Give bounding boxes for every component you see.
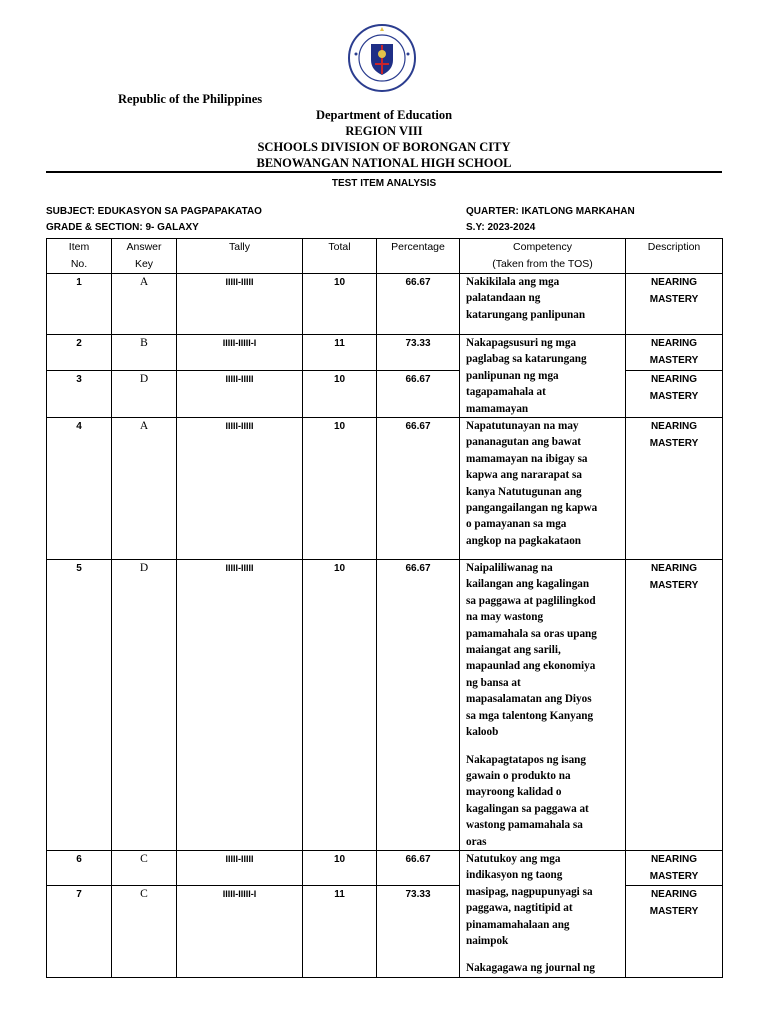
total: 10 <box>303 274 377 335</box>
description: NEARING MASTERY <box>626 274 723 335</box>
answer-key: A <box>112 274 177 335</box>
table-row <box>47 335 723 371</box>
percentage: 73.33 <box>377 335 460 371</box>
percentage: 73.33 <box>377 885 460 977</box>
header-total: Total <box>303 239 377 274</box>
header-competency: Competency (Taken from the TOS) <box>460 239 626 274</box>
item-analysis-table <box>46 238 723 978</box>
item-number: 3 <box>47 371 112 418</box>
description: NEARING MASTERY <box>626 885 723 977</box>
department-heading: Department of Education <box>315 108 453 122</box>
answer-key: C <box>112 850 177 885</box>
item-number: 4 <box>47 418 112 560</box>
answer-key: A <box>112 418 177 560</box>
header-tally: Tally <box>177 239 303 274</box>
region-heading: REGION VIII <box>345 124 423 138</box>
tally: IIIII-IIIII <box>177 850 303 885</box>
tally: IIIII-IIIII <box>177 274 303 335</box>
answer-key: C <box>112 885 177 977</box>
total: 11 <box>303 885 377 977</box>
competency: Napatutunayan na may pananagutan ang bawat mamamayan na ibigay sa kapwa ang nararapat sa kanya Natutugunan ang pangangailangan ng kapwa o pamayanan sa mga angkop na pagkakataon <box>460 418 626 560</box>
total: 10 <box>303 850 377 885</box>
percentage: 66.67 <box>377 274 460 335</box>
tally: IIIII-IIIII-I <box>177 335 303 371</box>
item-number: 1 <box>47 274 112 335</box>
division-heading: SCHOOLS DIVISION OF BORONGAN CITY <box>257 140 511 154</box>
subject-label: SUBJECT: EDUKASYON SA PAGPAPAKATAO <box>46 206 262 217</box>
answer-key: D <box>112 371 177 418</box>
description: NEARING MASTERY <box>626 335 723 371</box>
percentage: 66.67 <box>377 418 460 560</box>
table-header-row <box>47 239 723 274</box>
description: NEARING MASTERY <box>626 850 723 885</box>
tally: IIIII-IIIII-I <box>177 885 303 977</box>
header-rule <box>46 171 722 173</box>
description: NEARING MASTERY <box>626 371 723 418</box>
table-row <box>47 418 723 560</box>
description: NEARING MASTERY <box>626 418 723 560</box>
competency: Nakikilala ang mga palatandaan ng katarungang panlipunan <box>460 274 626 335</box>
school-heading: BENOWANGAN NATIONAL HIGH SCHOOL <box>256 156 512 170</box>
quarter-label: QUARTER: IKATLONG MARKAHAN <box>466 206 635 217</box>
item-number: 5 <box>47 560 112 851</box>
competency: Natutukoy ang mga indikasyon ng taong masipag, nagpupunyagi sa paggawa, nagtitipid at pinamamahalaan ang naimpok Nakagagawa ng journal ng <box>460 850 626 977</box>
competency: Nakapagsusuri ng mga paglabag sa katarungang panlipunan ng mga tagapamahala at mamamayan <box>460 335 626 418</box>
percentage: 66.67 <box>377 371 460 418</box>
total: 10 <box>303 560 377 851</box>
header-item-no: Item No. <box>47 239 112 274</box>
grade-section-label: GRADE & SECTION: 9- GALAXY <box>46 222 199 233</box>
item-number: 6 <box>47 850 112 885</box>
document-title: TEST ITEM ANALYSIS <box>331 178 437 189</box>
table-row <box>47 560 723 851</box>
answer-key: D <box>112 560 177 851</box>
tally: IIIII-IIIII <box>177 560 303 851</box>
school-year-label: S.Y: 2023-2024 <box>466 222 536 233</box>
table-row <box>47 850 723 885</box>
header-percentage: Percentage <box>377 239 460 274</box>
tally: IIIII-IIIII <box>177 371 303 418</box>
header-answer-key: Answer Key <box>112 239 177 274</box>
percentage: 66.67 <box>377 560 460 851</box>
percentage: 66.67 <box>377 850 460 885</box>
header-description: Description <box>626 239 723 274</box>
total: 10 <box>303 371 377 418</box>
answer-key: B <box>112 335 177 371</box>
competency: Naipaliliwanag na kailangan ang kagalingan sa paggawa at paglilingkod na may wastong pamamahala sa oras upang maiangat ang sarili, mapaunlad ang ekonomiya ng bansa at mapasalamatan ang Diyos sa mga talentong Kanyang kaloob Nakapagtatapos ng isang gawain o produkto na mayroong kalidad o kagalingan sa paggawa at wastong pamamahala sa oras <box>460 560 626 851</box>
republic-heading: Republic of the Philippines <box>118 92 263 106</box>
table-row <box>47 274 723 335</box>
deped-seal <box>344 24 420 92</box>
tally: IIIII-IIIII <box>177 418 303 560</box>
total: 10 <box>303 418 377 560</box>
description: NEARING MASTERY <box>626 560 723 851</box>
total: 11 <box>303 335 377 371</box>
item-number: 7 <box>47 885 112 977</box>
item-number: 2 <box>47 335 112 371</box>
